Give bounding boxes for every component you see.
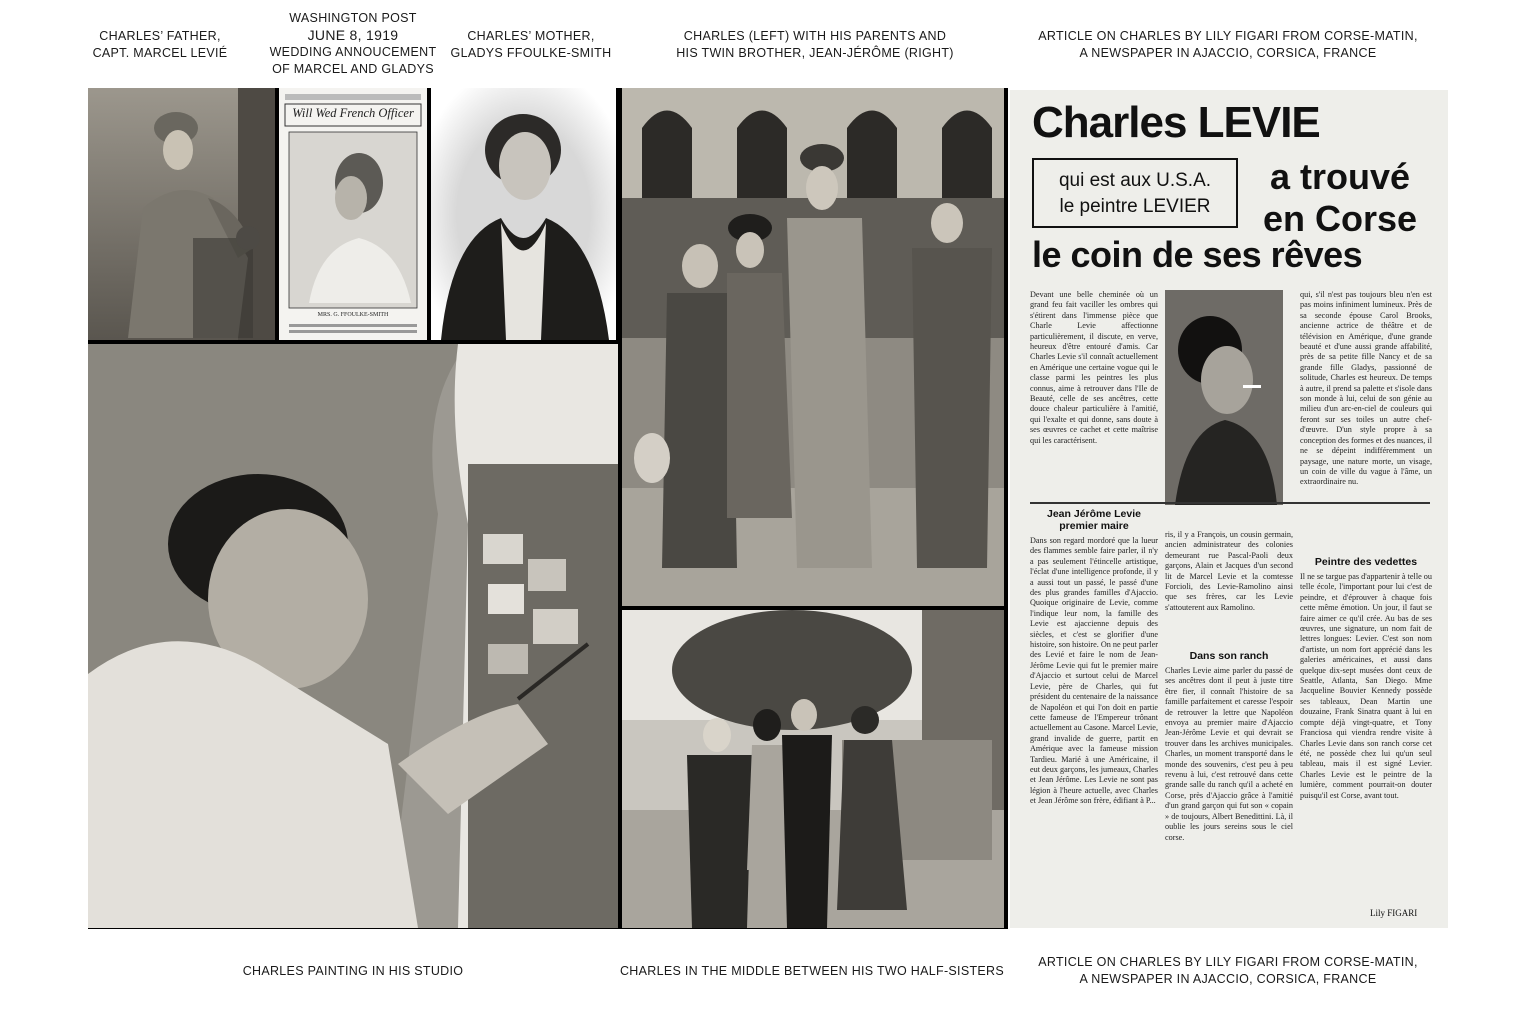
article-box-line: qui est aux U.S.A. [1058, 170, 1212, 191]
article-headline-box [1032, 158, 1238, 228]
caption-article-bottom [1020, 954, 1436, 988]
caption-line: WASHINGTON POST [289, 11, 417, 25]
father-soldier-image [88, 88, 275, 340]
caption-sisters: CHARLES IN THE MIDDLE BETWEEN HIS TWO HALF-SISTERS [619, 964, 1005, 978]
wapo-headline: Will Wed French Officer [292, 106, 414, 120]
newspaper-article [1010, 90, 1448, 928]
photo-sisters [622, 610, 1004, 928]
article-headline-right [1250, 156, 1430, 240]
caption-line: GLADYS FFOULKE-SMITH [450, 46, 612, 60]
photo-family [622, 88, 1004, 606]
caption-line: A NEWSPAPER IN AJACCIO, CORSICA, FRANCE [1079, 972, 1377, 986]
caption-father [84, 28, 236, 62]
photo-mother [431, 88, 616, 340]
article-column-1: Devant une belle cheminée où un grand feu fait vaciller les ombres qui s'étirent dans l'immense pièce que Charle Levie affectionne particulièrement, il discute, en verve, heureux d'être entouré d'amis. Car Charles Levie s'il connaît actuellement en Amérique une certaine vogue qui le classe parmi les peintres les plus connus, aime à retrouver dans l'Ile de Beauté, celle de ses ancêtres, cette douce chaleur particulière à l'amitié, qui l'exalte et qui donne, sans doute à ses œuvres ce cachet et cette maîtrise qui les caractérisent. [1030, 290, 1158, 445]
wapo-clipping-image [279, 88, 427, 340]
wapo-photo-caption: MRS. G. FFOULKE-SMITH [317, 312, 389, 318]
mother-portrait-image [431, 88, 616, 340]
caption-line: OF MARCEL AND GLADYS [272, 62, 434, 76]
article-column-2b: Charles Levie aime parler du passé de ses ancêtres dont il peut à juste titre être fier, il connaît l'histoire de sa famille parfaitement et caresse l'espoir de retrouver la lettre que Napoléon envoya au premier maire d'Ajaccio Jean-Jérôme Levie et qui devrait se trouver dans les archives municipales. Charles, un moment transporté dans le monde des souvenirs, c'est peu à peu revenu à lui, c'est retrouvé dans cette grande salle du ranch qu'il a acheté en Corse, près d'Ajaccio grâce à l'amitié d'un grand garçon qui fut son « copain » de toujours, Albert Benedittini. Là, il oublie les jours sereins sous le ciel corse. [1165, 666, 1293, 842]
article-column-3: qui, s'il n'est pas toujours bleu n'en est pas moins infiniment lumineux. Près de sa seconde épouse Carol Brooks, ancienne actrice de théâtre et de télévision en Amérique, d'une grande beauté et d'une aussi grande affabilité, près de sa petite fille Nancy et de sa grande fille Gladys, passionné de solitude, Charles est heureux. De temps à autre, il prend sa palette et s'isole dans son monde à lui, celui de son génie au milieu d'un arc-en-ciel de couleurs qui feront sur ses toiles un autre chef-d'œuvre. D'un style propre à sa conception des formes et des nuances, il ne se dépeint indifféremment un paysage, une nature morte, un visage, un coin de ville du vague à l'âme, un extraordinaire nu. [1300, 290, 1432, 487]
charles-smoking-image [1165, 290, 1283, 505]
article-headline-line: en Corse [1262, 198, 1418, 239]
article-subhead-line: premier maire [1059, 520, 1129, 532]
caption-line: CHARLES’ FATHER, [99, 29, 221, 43]
article-rule [1030, 502, 1430, 504]
photo-father [88, 88, 275, 340]
caption-line: CHARLES (LEFT) WITH HIS PARENTS AND [683, 29, 947, 43]
caption-line: CHARLES’ MOTHER, [467, 29, 595, 43]
caption-line: JUNE 8, 1919 [307, 27, 399, 43]
photo-wapo-clipping [279, 88, 427, 340]
article-signature: Lily FIGARI [1370, 908, 1418, 918]
caption-line: WEDDING ANNOUCEMENT [269, 45, 437, 59]
caption-line: ARTICLE ON CHARLES BY LILY FIGARI FROM CORSE-MATIN, [1038, 29, 1418, 43]
caption-line: CAPT. MARCEL LEVIÉ [92, 46, 228, 60]
article-headline-line: a trouvé [1269, 156, 1411, 197]
article-column-2: ris, il y a François, un cousin germain, ancien administrateur des colonies demeurant rue Pascal-Paoli deux garçons, Alain et Jacques d'un second lit de Marcel Levie et la comtesse Forcioli, des Levie-Ramolino ainsi que ses frères, car les Levie s'attouterent aux Ramolino. [1165, 530, 1293, 612]
sisters-group-image [622, 610, 1004, 928]
caption-line: A NEWSPAPER IN AJACCIO, CORSICA, FRANCE [1079, 46, 1377, 60]
article-subhead-1 [1030, 508, 1158, 532]
article-subhead-line: Jean Jérôme Levie [1047, 508, 1141, 520]
article-portrait-photo [1165, 290, 1283, 505]
article-column-3b: Il ne se targue pas d'appartenir à telle ou telle école, l'important pour lui c'est de peindre, et d'éprouver à chaque fois cette même émotion. Un jour, il faut se faire aimer ce qu'il crée. Au bas de ses œuvres, une signature, un nom fait de lettres longues: Levier. C'est son nom d'artiste, un nom fort apprécié dans les galeries américaines, et aussi dans quelque dix-sept musées dont ceux de Seattle, Atlanta, San Diego. Mme Jacqueline Bouvier Kennedy possède ses tableaux, Dean Martin une douzaine, Frank Sinatra quant à lui en compte déjà vingt-quatre, et Tony Franciosa qui viendra rendre visite à Charles Levie dans son ranch corse cet été, ne possède chez lui qu'un seul tableau, mais il est signé Levier. Charles Levie est le peintre de la lumière, comment pourrait-on douter puisqu'il est Corse, avant tout. [1300, 572, 1432, 800]
caption-wapo [258, 10, 448, 78]
caption-mother [446, 28, 616, 62]
caption-article-top [1020, 28, 1436, 62]
family-group-image [622, 88, 1004, 606]
caption-line: ARTICLE ON CHARLES BY LILY FIGARI FROM CORSE-MATIN, [1038, 955, 1418, 969]
caption-line: HIS TWIN BROTHER, JEAN-JÉRÔME (RIGHT) [676, 46, 954, 60]
article-box-line: le peintre LEVIER [1059, 196, 1211, 217]
charles-painting-image [88, 344, 618, 928]
article-column-1b: Dans son regard mordoré que la lueur des flammes semble faire parler, il n'y a pas seulement l'étincelle artistique, l'éclat d'une intelligence profonde, il y a aussi tout un passé, le passé d'une des plus grandes familles d'Ajaccio. Quoique originaire de Levie, comme l'indique leur nom, la famille des Levie est ajaccienne depuis des siècles, et c'est se glorifier d'une histoire, son histoire. On ne peut parler des Levié et faire le nom de Jean-Jérôme Levie qui fut le premier maire d'Ajaccio et surtout celui de Marcel Levie, père de Charles, qui fut président du centenaire de la naissance de Napoléon et qui l'on doit en partie cette fameuse de l'Empereur trônant actuellement au Casone. Marcel Levie, grand invalide de guerre, partit en Amérique avec la fameuse mission Tardieu. Marié à une Américaine, il eut deux garçons, les jumeaux, Charles et Jean Jérôme. Les Levie ne sont pas légion à l'heure actuelle, avec Charles et Jean Jérôme son frère, édifiant à P... [1030, 536, 1158, 806]
caption-studio: CHARLES PAINTING IN HIS STUDIO [242, 964, 464, 978]
caption-family [640, 28, 990, 62]
article-headline: Charles LEVIE [1032, 98, 1320, 147]
article-headline-bottom: le coin de ses rêves [1032, 234, 1363, 275]
article-subhead-2: Dans son ranch [1189, 650, 1269, 662]
article-subhead-3: Peintre des vedettes [1314, 556, 1418, 568]
photo-studio [88, 344, 618, 928]
